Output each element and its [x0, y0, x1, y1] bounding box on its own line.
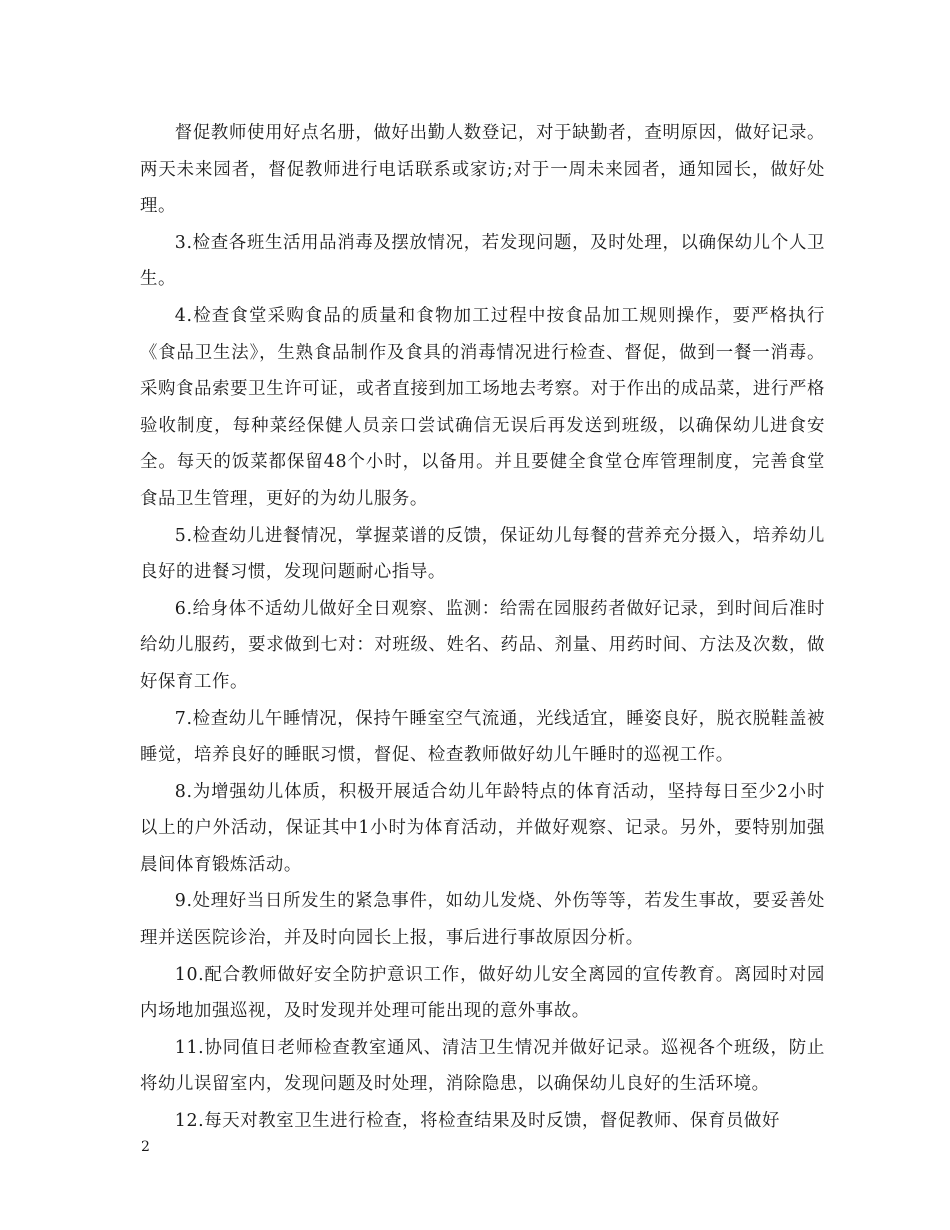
paragraph-item-3: 3.检查各班生活用品消毒及摆放情况，若发现问题，及时处理，以确保幼儿个人卫生。: [140, 232, 825, 290]
paragraph-item-9: 9.处理好当日所发生的紧急事件，如幼儿发烧、外伤等等，若发生事故，要妥善处理并送医院诊治，并及时向园长上报，事后进行事故原因分析。: [140, 891, 825, 949]
paragraph-item-7: 7.检查幼儿午睡情况，保持午睡室空气流通，光线适宜，睡姿良好，脱衣脱鞋盖被睡觉，培养良好的睡眠习惯，督促、检查教师做好幼儿午睡时的巡视工作。: [140, 708, 825, 766]
paragraph-item-6: 6.给身体不适幼儿做好全日观察、监测：给需在园服药者做好记录，到时间后准时给幼儿服药，要求做到七对：对班级、姓名、药品、剂量、用药时间、方法及次数，做好保育工作。: [140, 598, 825, 692]
paragraph-item-4: 4.检查食堂采购食品的质量和食物加工过程中按食品加工规则操作，要严格执行《食品卫生法》，生熟食品制作及食具的消毒情况进行检查、督促，做到一餐一消毒。采购食品索要卫生许可证，或者直接到加工场地去考察。对于作出的成品菜，进行严格验收制度，每种菜经保健人员亲口尝试确信无误后再发送到班级，以确保幼儿进食安全。每天的饭菜都保留48个小时，以备用。并且要健全食堂仓库管理制度，完善食堂食品卫生管理，更好的为幼儿服务。: [140, 305, 825, 509]
paragraph-item-8: 8.为增强幼儿体质，积极开展适合幼儿年龄特点的体育活动，坚持每日至少2小时以上的户外活动，保证其中1小时为体育活动，并做好观察、记录。另外，要特别加强晨间体育锻炼活动。: [140, 781, 825, 875]
paragraph-item-5: 5.检查幼儿进餐情况，掌握菜谱的反馈，保证幼儿每餐的营养充分摄入，培养幼儿良好的进餐习惯，发现问题耐心指导。: [140, 525, 825, 583]
paragraph-attendance: 督促教师使用好点名册，做好出勤人数登记，对于缺勤者，查明原因，做好记录。两天未来园者，督促教师进行电话联系或家访;对于一周未来园者，通知园长，做好处理。: [140, 123, 825, 217]
paragraph-item-10: 10.配合教师做好安全防护意识工作，做好幼儿安全离园的宣传教育。离园时对园内场地加强巡视，及时发现并处理可能出现的意外事故。: [140, 964, 825, 1022]
page-number: 2: [141, 1139, 150, 1155]
body-text: [140, 115, 825, 1140]
paragraph-item-11: 11.协同值日老师检查教室通风、清洁卫生情况并做好记录。巡视各个班级，防止将幼儿误留室内，发现问题及时处理，消除隐患，以确保幼儿良好的生活环境。: [140, 1037, 825, 1095]
paragraph-item-12: 12.每天对教室卫生进行检查，将检查结果及时反馈，督促教师、保育员做好: [174, 1111, 780, 1132]
